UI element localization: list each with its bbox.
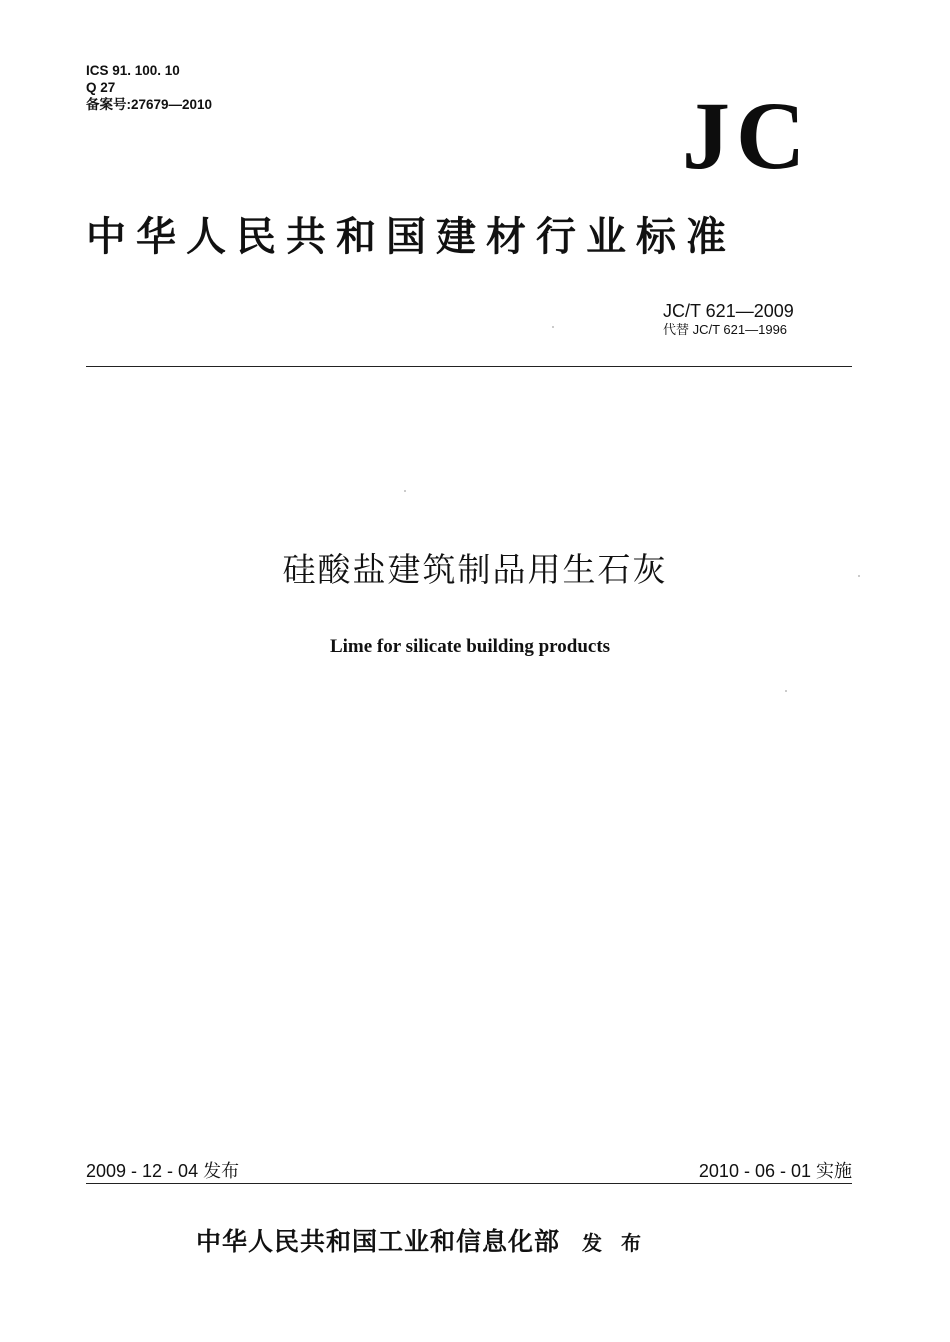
top-divider [86, 366, 852, 367]
bottom-divider [86, 1183, 852, 1184]
document-title-en: Lime for silicate building products [329, 636, 611, 657]
document-title-cn: 硅酸盐建筑制品用生石灰 [282, 550, 668, 589]
scan-speck [404, 490, 406, 492]
publisher-line [196, 1222, 647, 1258]
standard-title: 中华人民共和国建材行业标准 [86, 213, 736, 260]
implementation-date: 2010 - 06 - 01 实施 [698, 1161, 852, 1181]
scan-speck [858, 575, 860, 577]
standard-number-block [663, 300, 820, 338]
ccs-code: Q 27 [86, 80, 116, 95]
scan-speck [785, 690, 787, 692]
jc-logo: JC [682, 82, 812, 189]
ics-code: ICS 91. 100. 10 [86, 63, 180, 78]
record-number: 备案号:27679—2010 [86, 97, 213, 112]
publish-label: 发 布 [582, 1231, 647, 1255]
classification-block [86, 62, 212, 113]
publisher-name: 中华人民共和国工业和信息化部 [196, 1227, 561, 1256]
issue-date: 2009 - 12 - 04 发布 [86, 1161, 240, 1181]
scan-speck [552, 326, 554, 328]
standard-code: JC/T 621—2009 [663, 301, 794, 321]
replaced-standard: 代替 JC/T 621—1996 [663, 322, 788, 337]
